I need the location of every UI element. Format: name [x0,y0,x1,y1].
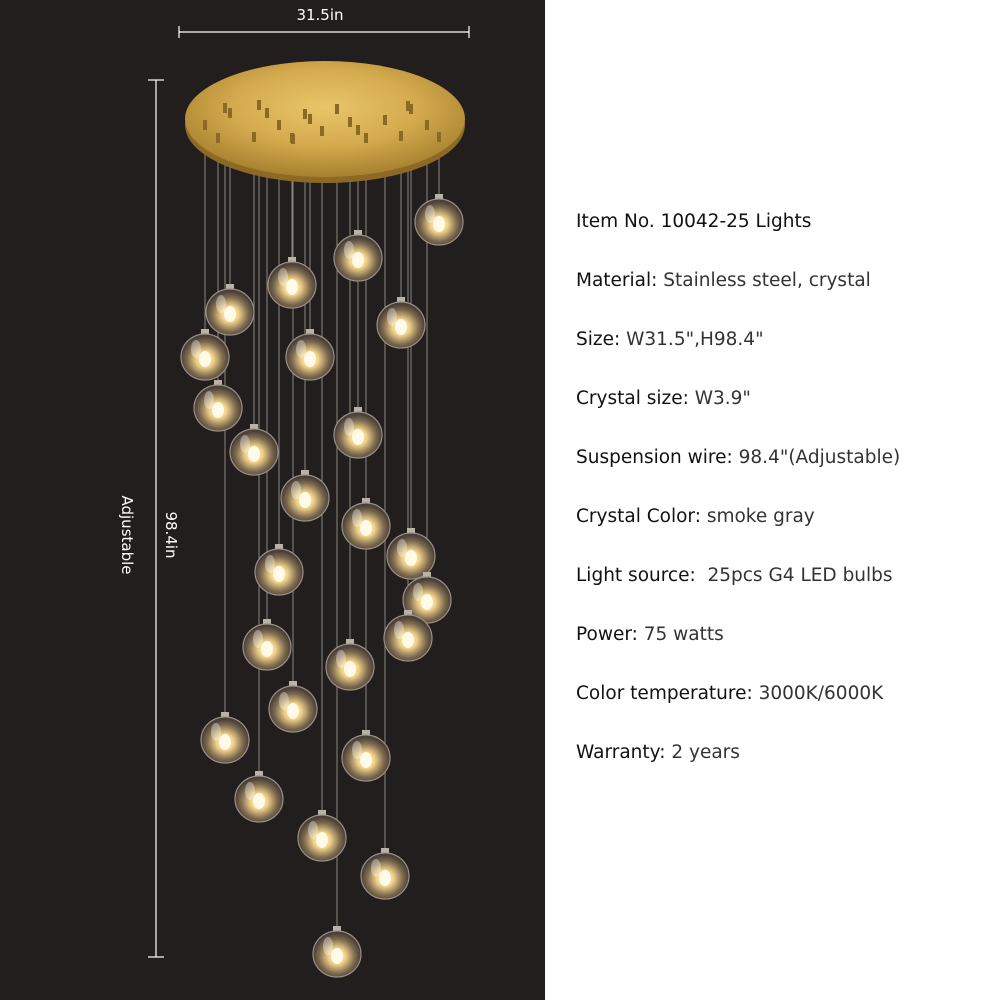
spec-value: 2 years [665,742,740,763]
spec-light-source [576,562,900,621]
spec-warranty [576,739,900,798]
ceiling-canopy [185,61,465,183]
crystal-pendant [194,380,242,431]
crystal-pendant [415,194,463,245]
spec-label: Color temperature: [576,683,753,704]
spec-color-temperature [576,680,900,739]
crystal-pendant [334,407,382,458]
specifications-panel [545,0,1000,1000]
spec-value: 3000K/6000K [752,683,884,704]
crystal-pendant [334,230,382,281]
width-label: 31.5in [296,6,344,24]
spec-value: Stainless steel, crystal [657,270,871,291]
spec-power [576,621,900,680]
spec-label: Material: [576,270,658,291]
crystal-pendant [269,681,317,732]
crystal-pendant [342,730,390,781]
spec-material [576,267,900,326]
spec-crystal-color [576,503,900,562]
height-label: 98.4in [162,511,180,559]
crystal-pendant [235,771,283,822]
spec-label: Crystal Color: [576,506,701,527]
crystal-pendant [230,424,278,475]
crystal-pendant [387,528,435,579]
spec-label: Item No. 10042-25 Lights [576,211,812,232]
crystal-pendant [243,619,291,670]
crystal-pendant [268,257,316,308]
spec-list [576,208,900,798]
spec-item-number [576,208,900,267]
spec-size [576,326,900,385]
spec-value: W3.9" [688,388,751,409]
spec-value: 25pcs G4 LED bulbs [695,565,893,586]
crystal-pendant [313,926,361,977]
spec-crystal-size [576,385,900,444]
adjustable-label: Adjustable [118,495,136,575]
spec-label: Crystal size: [576,388,689,409]
spec-label: Warranty: [576,742,666,763]
crystal-pendant [361,848,409,899]
crystal-pendant [181,329,229,380]
crystal-pendant [377,297,425,348]
crystal-pendant [201,712,249,763]
crystal-pendant [342,498,390,549]
spec-label: Size: [576,329,621,350]
spec-value: 75 watts [637,624,724,645]
crystal-pendant [255,544,303,595]
spec-value: W31.5",H98.4" [620,329,764,350]
spec-label: Suspension wire: [576,447,733,468]
spec-value: 98.4"(Adjustable) [732,447,901,468]
crystal-pendant [326,639,374,690]
width-dimension [179,6,469,38]
spec-suspension-wire [576,444,900,503]
crystal-pendant [298,810,346,861]
spec-label: Power: [576,624,638,645]
crystal-pendant [206,284,254,335]
spec-label: Light source: [576,565,696,586]
height-dimension [118,80,180,957]
spec-value: smoke gray [700,506,815,527]
